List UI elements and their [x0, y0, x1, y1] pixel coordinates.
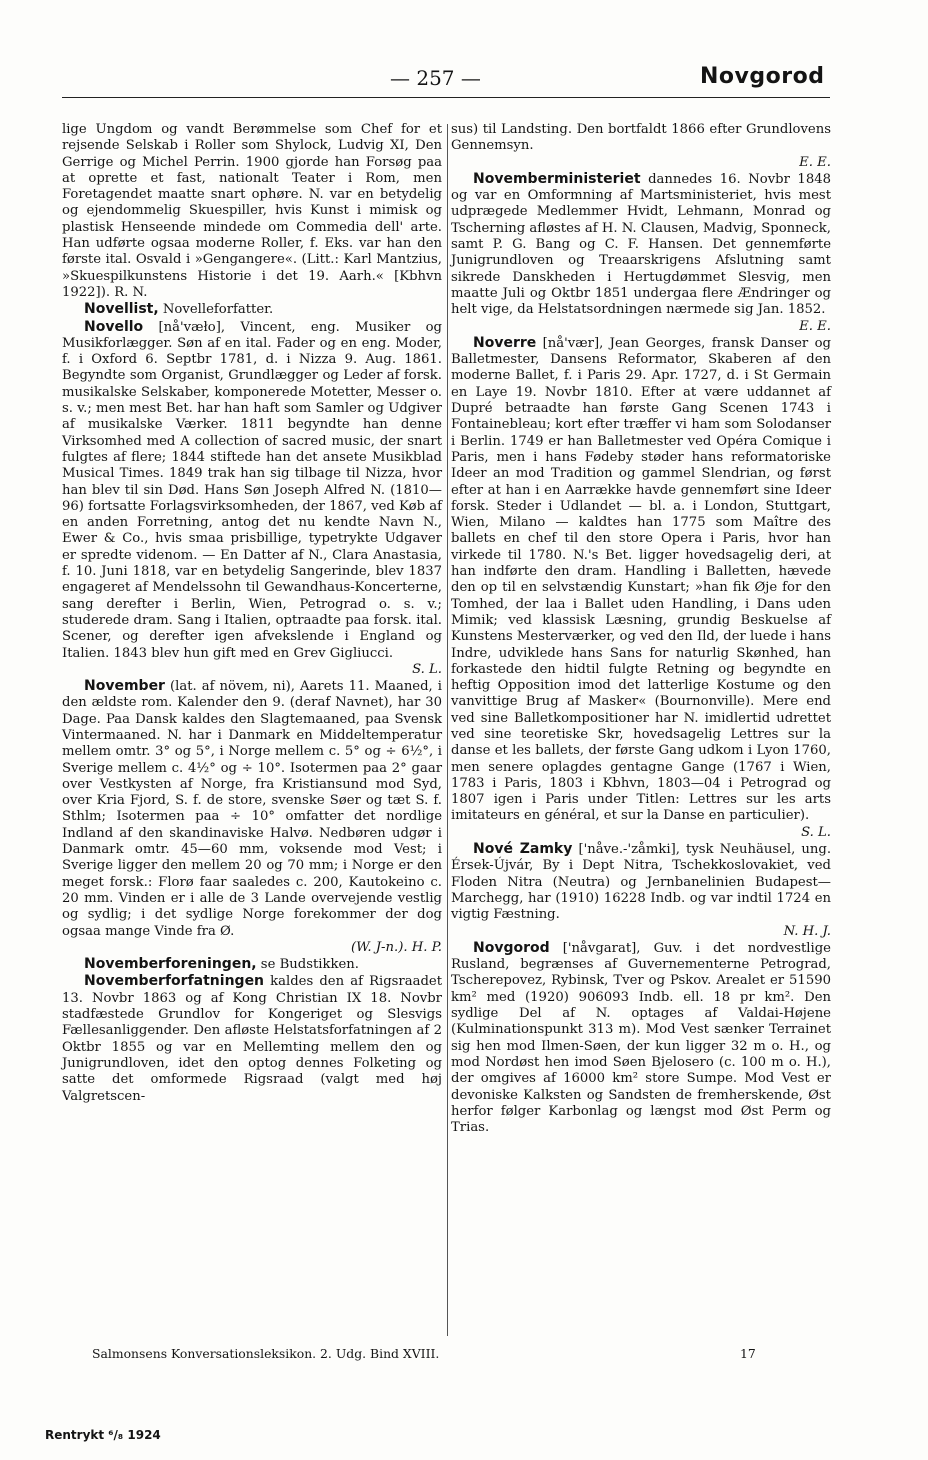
entry-text: (lat. af növem, ni), Aarets 11. Maaned, i den ældste rom. Kalender den 9. (deraf Navnet), har 30 Dage. Paa Dansk kaldes den Slagtemaaned, paa Svensk Vintermaaned. N. har i Danmark en Middeltemperatur mellem omtr. 3° og 5°, i Norge mellem c. 5° og ÷ 6½°, i Sverige mellem c. 4½° og ÷ 10°. Isotermen paa 2° gaar over Vestkysten af Norge, fra Kristiansund mod Syd, over Kria Fjord, S. f. de store, svenske Søer og tæt S. f. Sthlm; Isotermen paa ÷ 10° omfatter det nordlige Indland af den skandinaviske Halvø. Nedbøren udgør i Danmark omtr. 45—60 mm, voksende mod Vest; i Sverige ligger den mellem 20 og 70 mm; i Norge er den meget forsk.: Florø faar saaledes c. 200, Kautokeino c. 20 mm. Vinden er i alle de 3 Lande overvejende vestlig og sydlig; i det sydlige Norge forekommer der dog ogsaa mange Vinde fra Ø.: [62, 679, 442, 939]
right-column: [451, 122, 831, 1136]
article-entry: [62, 956, 442, 973]
headword: Noverre: [473, 334, 537, 351]
headword: Novellist,: [84, 301, 159, 318]
headword: November: [84, 678, 165, 695]
print-note: Rentrykt ⁶/₈ 1924: [45, 1428, 161, 1442]
article-entry: [62, 678, 442, 956]
entry-text: lige Ungdom og vandt Berømmelse som Chef for et rejsende Selskab i Roller som Shylock, Ludvig XI, Den Gerrige og Michel Perrin. 1900 gjorde han Forsøg paa at oprette et fast, nationalt Teater i Rom, men Foretagendet maatte snart ophøre. N. var en betydelig og ejendommelig Skuespiller, hvis Kunst i mimisk og plastisk Henseende mindede om Commedia dell' arte. Han udførte ogsaa moderne Roller, f. Eks. var han den første ital. Osvald i »Gengangere«. (Litt.: Karl Mantzius, »Skuespilkunstens Historie i det 19. Aarh.« [Kbhvn 1922]). R. N.: [62, 122, 442, 300]
entry-text: [nå'væło], Vincent, eng. Musiker og Musikforlægger. Søn af en ital. Fader og en eng. Moder, f. i Oxford 6. Septbr 1781, d. i Nizza 9. Aug. 1861. Begyndte som Organist, Grundlægger og Leder af forsk. musikalske Selskaber, komponerede Motetter, Messer o. s. v.; men mest Bet. har han haft som Samler og Udgiver af musikalske Værker. 1811 begyndte han denne Virksomhed med A collection of sacred music, der snart fulgtes af flere; 1844 stiftede han det ansete Musikblad Musical Times. 1849 trak han sig tilbage til Nizza, hvor han blev til sin Død. Hans Søn Joseph Alfred N. (1810—96) fortsatte Forlagsvirksomheden, der 1867, ved Køb af en anden Forretning, antog det nu kendte Navn N., Ewer & Co., hvis smaa prisbillige, typetrykte Udgaver er spredte videnom. — En Datter af N., Clara Anastasia, f. 10. Juni 1818, var en betydelig Sangerinde, blev 1837 engageret af Mendelssohn til Gewandhaus-Koncerterne, sang derefter i Berlin, Wien, Petrograd o. s. v.; studerede dram. Sang i Italien, optraadte paa forsk. ital. Scener, og derefter igen afvekslende i England og Italien. 1843 blev hun gift med en Grev Gigliucci.: [62, 319, 442, 661]
headword: Novemberministeriet: [473, 170, 641, 187]
author-signature: E. E.: [799, 318, 831, 334]
article-entry: [62, 122, 442, 301]
author-signature: N. H. J.: [783, 923, 831, 939]
headword: Novgorod: [473, 939, 550, 956]
entry-text: dannedes 16. Novbr 1848 og var en Omformning af Martsministeriet, hvis mest udprægede Medlemmer Hvidt, Lehmann, Monrad og Tscherning afløstes af H. N. Clausen, Madvig, Sponneck, samt P. G. Bang og C. F. Hansen. Det gennemførte Junigrundloven og Treaarskrigens Afslutning samt sikrede Danskheden i Hertugdømmet Slesvig, men maatte Juli og Oktbr 1851 undergaa flere Ændringer og helt vige, da Helstatsordningen nærmede sig Jan. 1852.: [451, 171, 831, 318]
article-entry: [451, 940, 831, 1137]
entry-text: se Budstikken.: [256, 957, 359, 973]
left-column: [62, 122, 442, 1105]
article-entry: [451, 841, 831, 940]
entry-text: sus) til Landsting. Den bortfaldt 1866 efter Grundlovens Gennemsyn.: [451, 122, 831, 154]
article-entry: [62, 301, 442, 318]
headword: Nové Zamky: [473, 841, 573, 858]
author-signature: E. E.: [799, 154, 831, 170]
author-signature: (W. J-n.). H. P.: [350, 939, 442, 955]
header-rule: [62, 97, 830, 98]
article-entry: [451, 122, 831, 171]
entry-text: [nå'vær], Jean Georges, fransk Danser og Balletmester, Dansens Reformator, Skaberen af den moderne Ballet, f. i Paris 29. Apr. 1727, d. i St Germain en Laye 19. Novbr 1810. Efter at være uddannet af Dupré betraadte han første Gang Scenen 1743 i Fontainebleau; kort efter træffer vi ham som Solodanser i Berlin. 1749 er han Balletmester ved Opéra Comique i Paris, men i hans Fødeby støder hans reformatoriske Ideer an mod Tradition og gammel Slendrian, og først efter at han i en Aarrække havde gennemført sine Ideer forsk. Steder i Udlandet — bl. a. i London, Stuttgart, Wien, Milano — kaldtes han 1775 som Maître des ballets en chef til den store Opera i Paris, hvor han virkede til 1780. N.'s Bet. ligger hovedsagelig deri, at han indførte den dram. Handling i Balletten, hævede den op til en selvstændig Kunstart; »han fik Øje for den Tomhed, der laa i Ballet uden Handling, i Dans uden Mimik; ved klassisk Læsning, grundig Beskuelse af Kunstens Mesterværker, og ved den Ild, der luede i hans Indre, udviklede hans Sans for naturlig Skønhed, han forkastede den hidtil fulgte Retning og begyndte en heftig Opposition imod det latterlige Kostume og den vanvittige Brug af Masker« (Bournonville). Mere end ved sine Balletkompositioner har N. imidlertid udrettet ved sine teoretiske Skr, hovedsagelig Lettres sur la danse et les ballets, der første Gang udkom i Lyon 1760, men senere oplagdes gentagne Gange (1767 i Wien, 1783 i Paris, 1803 i Kbhvn, 1803—04 i Petrograd og 1807 igen i Paris under Titlen: Lettres sur les arts imitateurs en général, et sur la Danse en particulier).: [451, 335, 831, 824]
article-entry: [62, 319, 442, 679]
article-entry: [62, 973, 442, 1104]
running-head: Novgorod: [700, 64, 825, 89]
entry-text: kaldes den af Rigsraadet 13. Novbr 1863 og af Kong Christian IX 18. Novbr stadfæstede Grundlov for Kongeriget og Slesvigs Fællesanliggender. Den afløste Helstatsforfatningen af 2 Oktbr 1855 og var en Mellemting mellem den og Junigrundloven, idet den optog dennes Folketing og satte det omformede Rigsraad (valgt med høj Valgretscen-: [62, 974, 442, 1104]
author-signature: S. L.: [801, 824, 831, 840]
headword: Novello: [84, 318, 144, 335]
page-number: — 257 —: [390, 66, 481, 90]
entry-text: ['nåve.-'zåmki], tysk Neuhäusel, ung. Érsek-Újvár, By i Dept Nitra, Tschekkoslovakiet, ved Floden Nitra (Neutra) og Jernbanelinien Budapest—Marchegg, har (1910) 16228 Indb. og var indtil 1724 en vigtig Fæstning.: [451, 842, 832, 923]
entry-text: ['nåvgarat], Guv. i det nordvestlige Rusland, begrænses af Guvernementerne Petrograd, Tscherepovez, Rybinsk, Tver og Pskov. Arealet er 51590 km² med (1920) 906093 Indb. ell. 18 pr km². Den sydlige Del af N. optages af Valdai-Højene (Kulminationspunkt 313 m). Mod Vest sænker Terrainet sig hen mod Ilmen-Søen, der kun ligger 32 m o. H., og mod Nordøst hen imod Søen Bjelosero (c. 100 m o. H.), der omgives af 16000 km² store Sumpe. Mod Vest er devoniske Kalksten og Sandsten de fremherskende, Øst herfor følger Karbonlag og længst mod Øst Perm og Trias.: [451, 940, 831, 1136]
headword: Novemberforfatningen: [84, 973, 265, 990]
entry-text: Novelleforfatter.: [158, 302, 274, 318]
article-entry: [451, 335, 831, 841]
footer-publication: Salmonsens Konversationsleksikon. 2. Udg. Bind XVIII.: [92, 1346, 440, 1361]
author-signature: S. L.: [412, 661, 442, 677]
article-entry: [451, 171, 831, 335]
footer-sheet-number: 17: [740, 1346, 756, 1361]
column-separator: [447, 124, 448, 1336]
headword: Novemberforeningen,: [84, 956, 257, 973]
